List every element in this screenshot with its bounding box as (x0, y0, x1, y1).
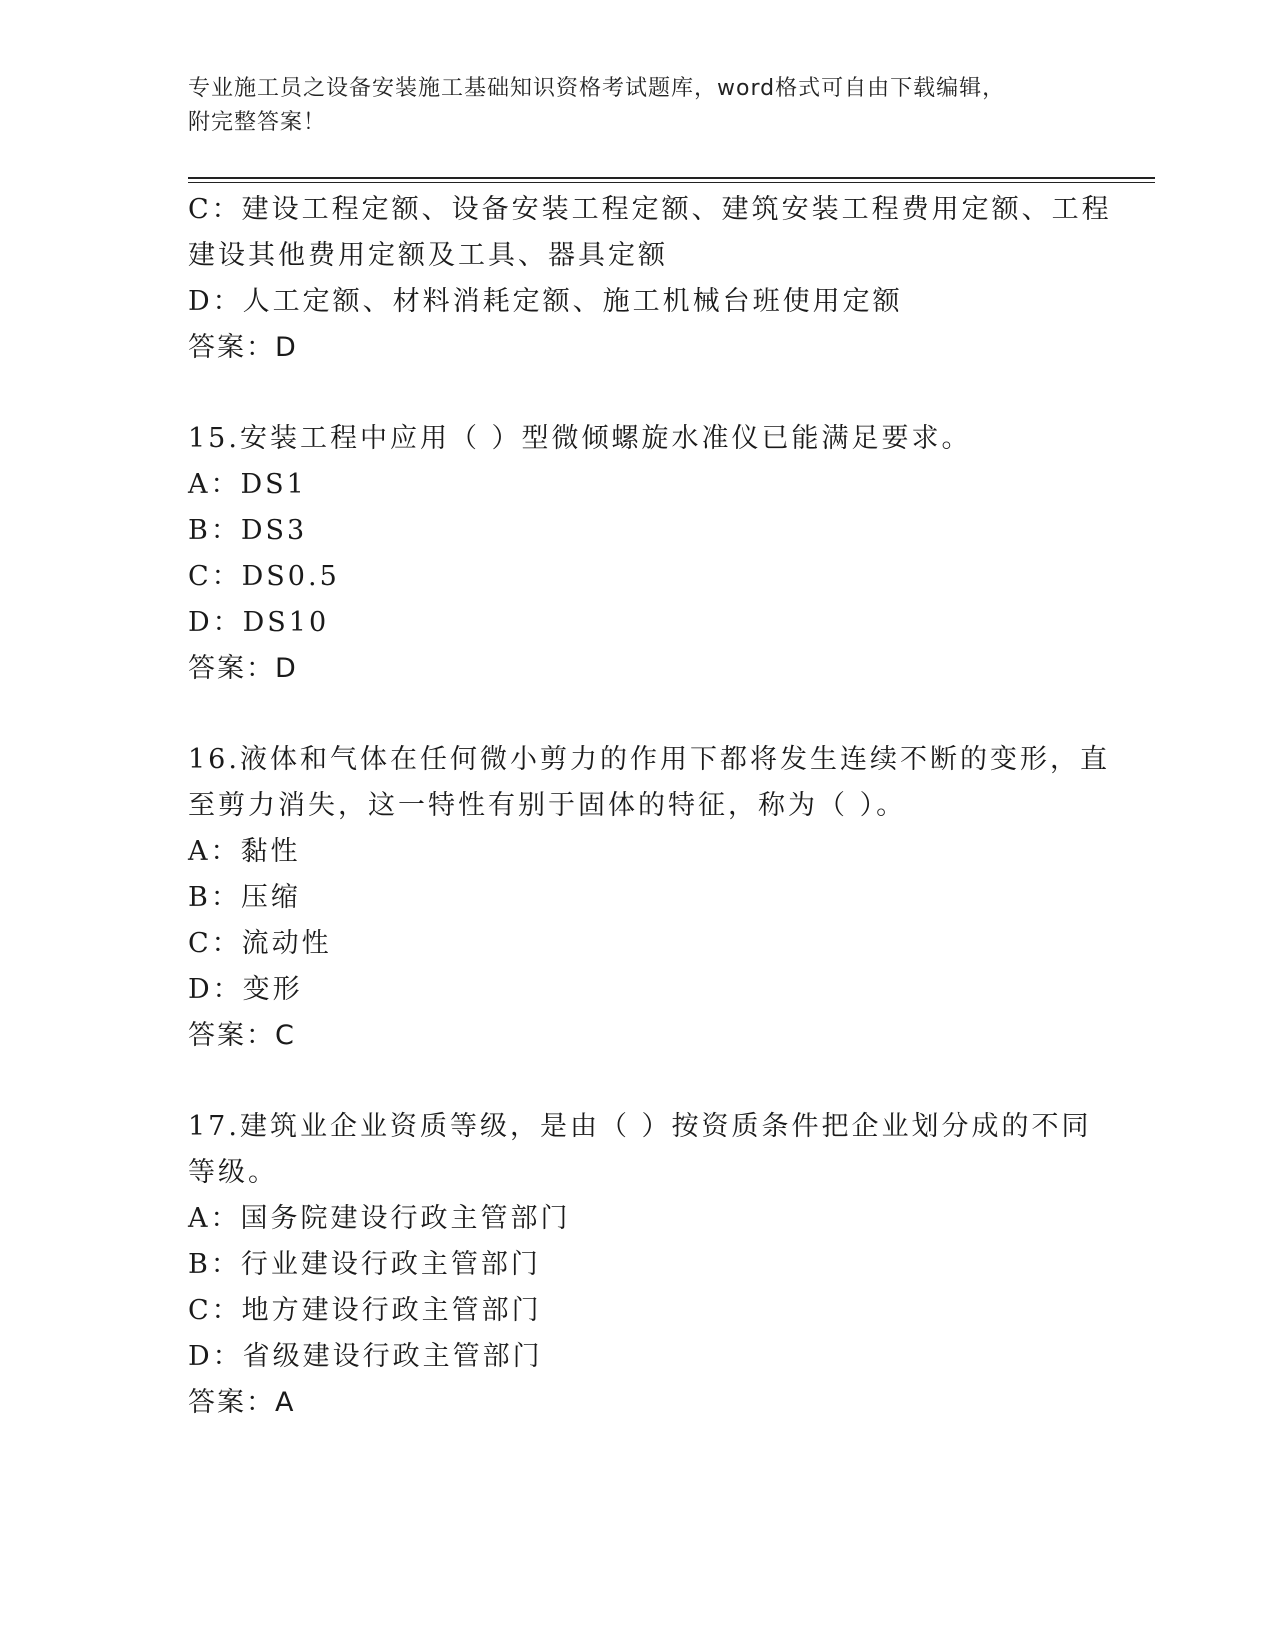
question-block-15 (188, 416, 1088, 692)
header-line-1: 专业施工员之设备安装施工基础知识资格考试题库，word格式可自由下载编辑， (188, 76, 1006, 101)
spacer (188, 1059, 1088, 1104)
option-c: C：流动性 (188, 928, 332, 959)
question-block-14 (188, 187, 1112, 371)
question-stem-line-2: 等级。 (188, 1157, 278, 1188)
spacer (188, 692, 1088, 737)
option-b: B：压缩 (188, 882, 301, 913)
question-stem-line-1: 17.建筑业企业资质等级，是由（ ）按资质条件把企业划分成的不同 (188, 1111, 1092, 1142)
option-d: D：变形 (188, 974, 303, 1005)
question-stem: 15.安装工程中应用（ ）型微倾螺旋水准仪已能满足要求。 (188, 423, 972, 454)
option-a: A：国务院建设行政主管部门 (188, 1203, 571, 1234)
option-a: A：DS1 (188, 469, 307, 500)
question-stem-line-2: 至剪力消失，这一特性有别于固体的特征，称为（ ）。 (188, 790, 907, 821)
answer-line: 答案：A (188, 1387, 296, 1418)
question-stem-line-1: 16.液体和气体在任何微小剪力的作用下都将发生连续不断的变形，直 (188, 744, 1110, 775)
option-d: D：人工定额、材料消耗定额、施工机械台班使用定额 (188, 286, 903, 317)
option-a: A：黏性 (188, 836, 301, 867)
document-header (188, 72, 1068, 140)
answer-line: 答案：C (188, 1020, 296, 1051)
header-divider-thin (188, 182, 1155, 183)
question-list (188, 187, 1112, 1426)
spacer (188, 371, 1088, 416)
question-block-16 (188, 737, 1110, 1059)
option-c: C：地方建设行政主管部门 (188, 1295, 542, 1326)
answer-line: 答案：D (188, 332, 298, 363)
option-c-line-2: 建设其他费用定额及工具、器具定额 (188, 240, 668, 271)
option-c: C：DS0.5 (188, 561, 340, 592)
header-divider-thick (188, 177, 1155, 179)
answer-line: 答案：D (188, 653, 298, 684)
option-d: D：DS10 (188, 607, 330, 638)
option-d: D：省级建设行政主管部门 (188, 1341, 543, 1372)
option-c-line-1: C：建设工程定额、设备安装工程定额、建筑安装工程费用定额、工程 (188, 194, 1112, 225)
option-b: B：行业建设行政主管部门 (188, 1249, 541, 1280)
header-line-2: 附完整答案！ (188, 110, 327, 135)
option-b: B：DS3 (188, 515, 308, 546)
question-block-17 (188, 1104, 1092, 1426)
